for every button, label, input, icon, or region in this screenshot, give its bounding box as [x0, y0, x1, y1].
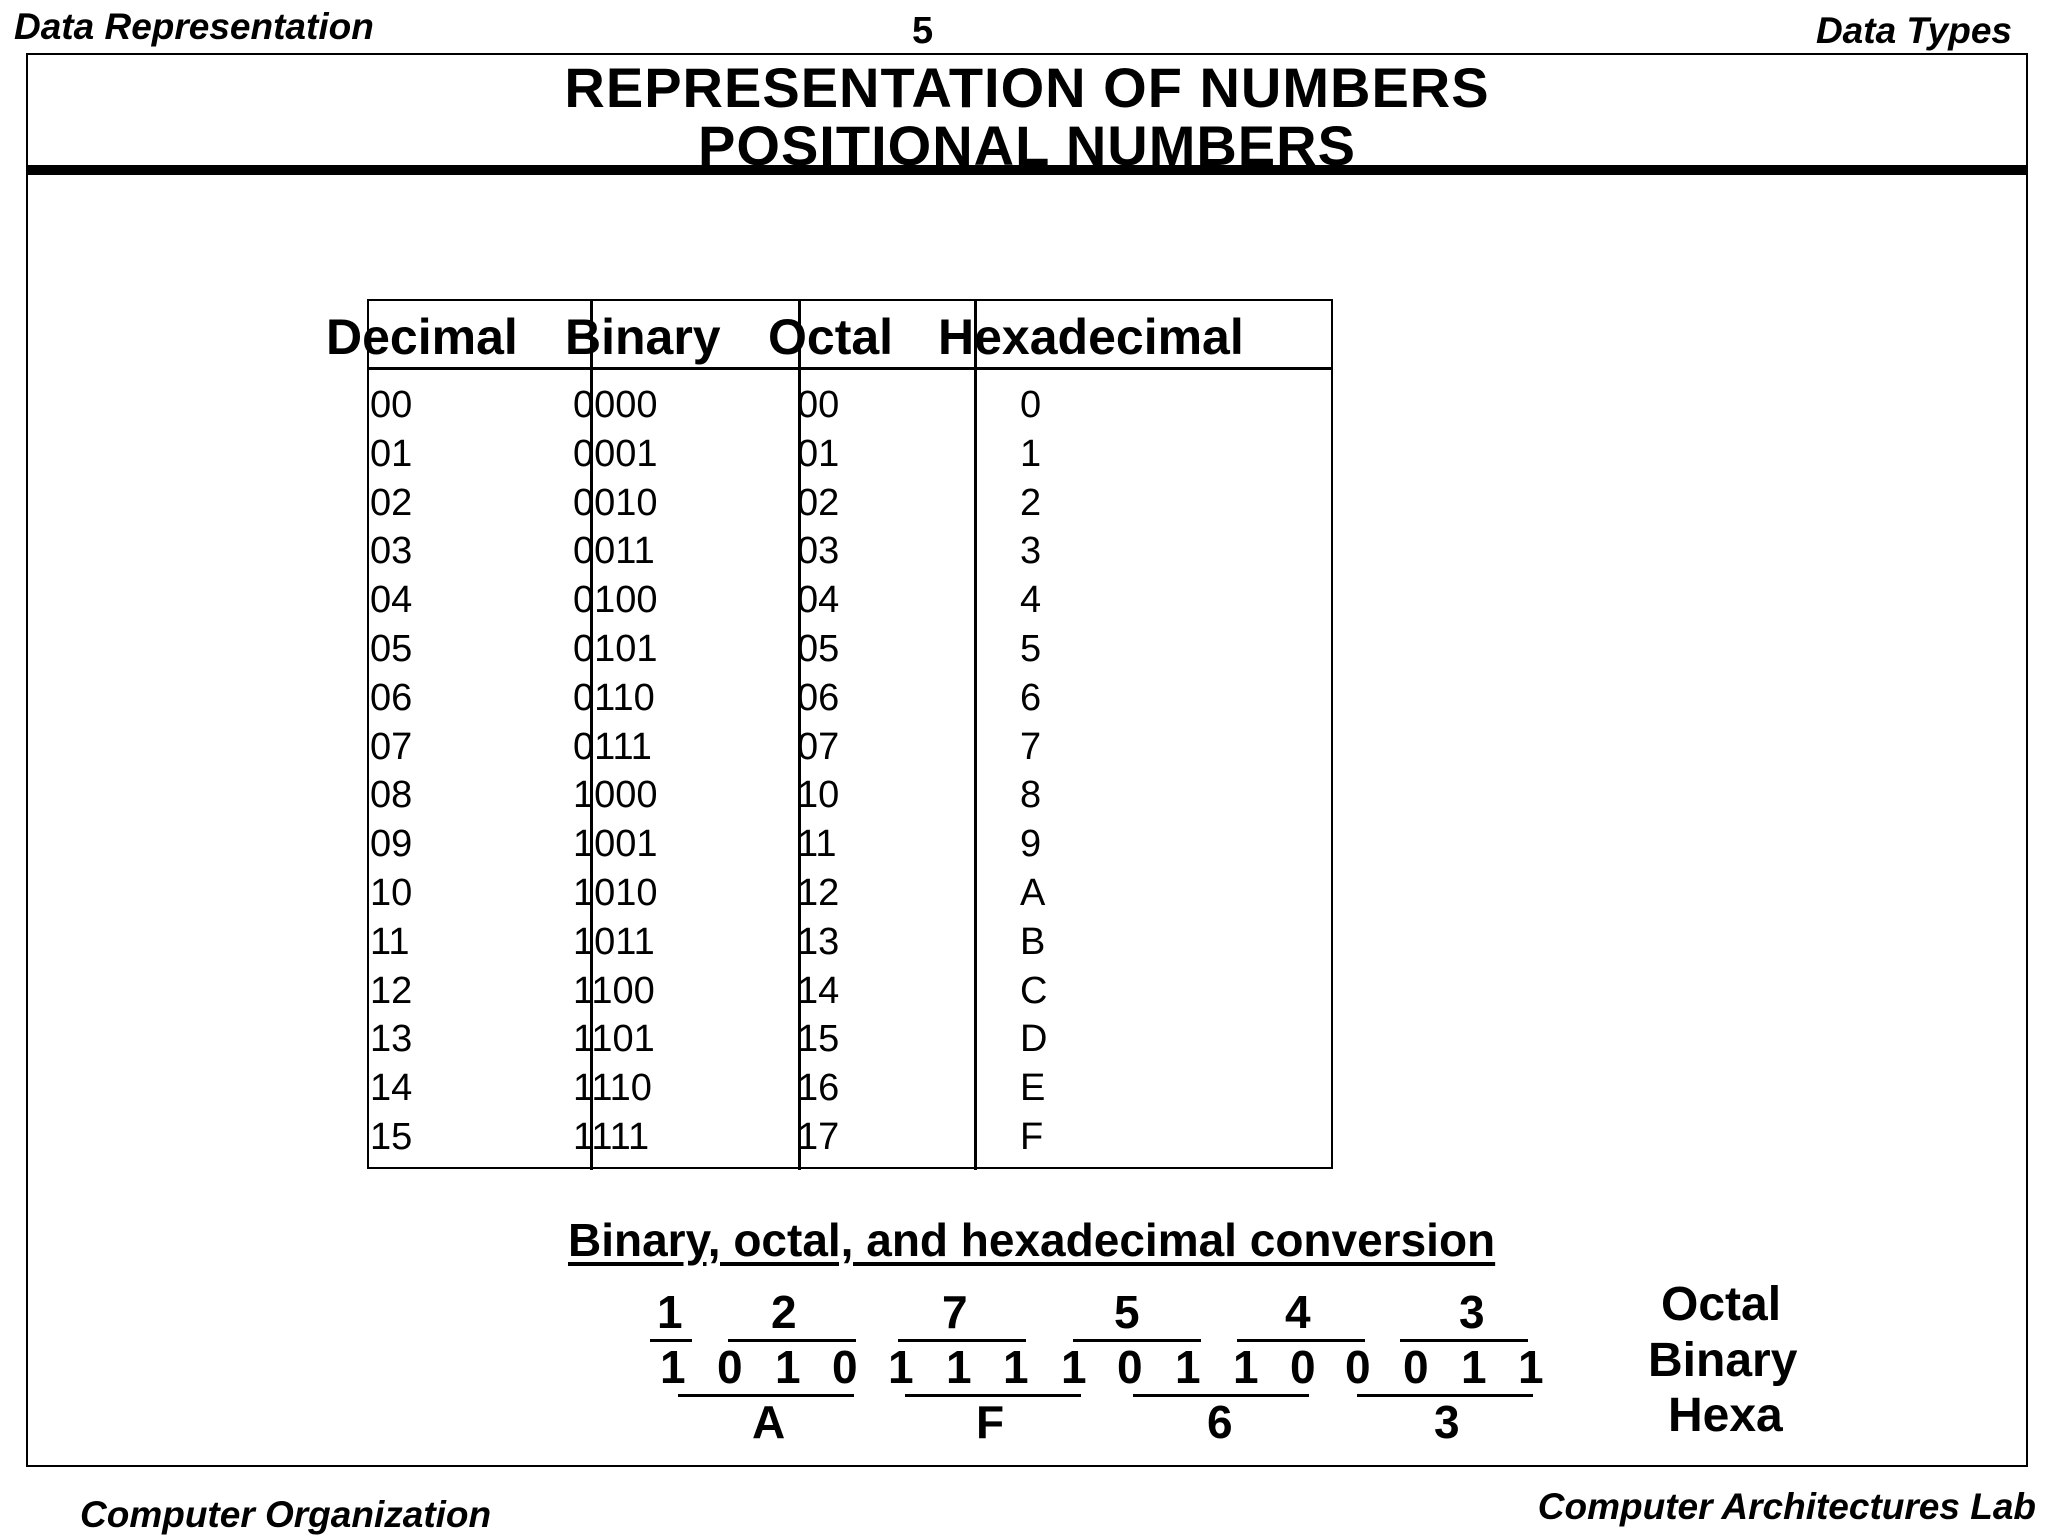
binary-bit: 1 [660, 1341, 686, 1393]
octal-digit: 5 [1114, 1286, 1140, 1338]
hexa-digit: 3 [1434, 1396, 1460, 1448]
cell-hexadecimal: C [1020, 970, 1048, 1012]
cell-octal: 10 [797, 774, 840, 816]
binary-bit: 1 [1061, 1341, 1087, 1393]
label-octal: Octal [1661, 1278, 1782, 1331]
hexa-digit: 6 [1207, 1396, 1233, 1448]
cell-hexadecimal: F [1020, 1116, 1044, 1158]
cell-hexadecimal: E [1020, 1067, 1046, 1109]
cell-decimal: 11 [370, 921, 410, 963]
column-header-decimal: Decimal [326, 309, 518, 365]
cell-decimal: 04 [370, 579, 413, 621]
cell-binary: 1010 [573, 872, 658, 914]
hexa-digit: A [752, 1396, 786, 1448]
column-header-binary: Binary [565, 309, 721, 365]
cell-hexadecimal: A [1020, 872, 1046, 914]
table-border [367, 299, 1333, 1169]
title-line-1: REPRESENTATION OF NUMBERS [564, 56, 1490, 119]
octal-digit: 2 [771, 1286, 797, 1338]
binary-bit: 1 [1461, 1341, 1487, 1393]
binary-bit: 1 [946, 1341, 972, 1393]
cell-octal: 07 [797, 726, 840, 768]
binary-bit: 1 [1233, 1341, 1259, 1393]
title-rule [26, 165, 2028, 175]
binary-bit: 0 [1290, 1341, 1316, 1393]
cell-binary: 1000 [573, 774, 658, 816]
binary-bit: 0 [832, 1341, 858, 1393]
cell-octal: 05 [797, 628, 840, 670]
cell-binary: 0011 [573, 530, 655, 572]
cell-decimal: 09 [370, 823, 413, 865]
cell-hexadecimal: 4 [1020, 579, 1042, 621]
cell-hexadecimal: B [1020, 921, 1046, 963]
cell-hexadecimal: 0 [1020, 384, 1042, 426]
column-header-hexadecimal: Hexadecimal [938, 309, 1244, 365]
cell-octal: 17 [797, 1116, 840, 1158]
title-line-2: POSITIONAL NUMBERS [698, 114, 1356, 165]
cell-hexadecimal: 5 [1020, 628, 1042, 670]
cell-hexadecimal: 1 [1020, 433, 1042, 475]
cell-binary: 0000 [573, 384, 658, 426]
cell-hexadecimal: 6 [1020, 677, 1042, 719]
cell-octal: 03 [797, 530, 840, 572]
cell-octal: 12 [797, 872, 840, 914]
cell-binary: 0111 [573, 726, 652, 768]
cell-decimal: 08 [370, 774, 413, 816]
octal-digit: 4 [1285, 1286, 1311, 1338]
binary-bit: 1 [1003, 1341, 1029, 1393]
column-header-octal: Octal [768, 309, 894, 365]
cell-decimal: 03 [370, 530, 413, 572]
label-hexa: Hexa [1668, 1389, 1783, 1442]
cell-hexadecimal: 3 [1020, 530, 1042, 572]
label-binary: Binary [1648, 1334, 1798, 1387]
cell-binary: 0001 [573, 433, 658, 475]
cell-hexadecimal: 8 [1020, 774, 1042, 816]
cell-octal: 16 [797, 1067, 840, 1109]
octal-digit: 1 [657, 1286, 683, 1338]
cell-binary: 1101 [573, 1018, 655, 1060]
header-left: Data Representation [14, 6, 374, 47]
cell-binary: 1110 [573, 1067, 652, 1109]
cell-hexadecimal: 9 [1020, 823, 1042, 865]
title-area [28, 55, 2026, 165]
cell-decimal: 15 [370, 1116, 413, 1158]
conversion-title: Binary, octal, and hexadecimal conversion [568, 1214, 1496, 1266]
binary-bit: 0 [1345, 1341, 1371, 1393]
cell-binary: 0110 [573, 677, 655, 719]
footer-right: Computer Architectures Lab [1537, 1486, 2036, 1527]
octal-digit: 3 [1459, 1286, 1485, 1338]
footer-left: Computer Organization [80, 1494, 492, 1535]
cell-decimal: 00 [370, 384, 413, 426]
header-right: Data Types [1815, 10, 2012, 51]
cell-octal: 14 [797, 970, 840, 1012]
cell-decimal: 12 [370, 970, 413, 1012]
cell-binary: 0010 [573, 482, 658, 524]
binary-bit: 1 [888, 1341, 914, 1393]
cell-octal: 06 [797, 677, 840, 719]
cell-hexadecimal: D [1020, 1018, 1048, 1060]
cell-decimal: 02 [370, 482, 413, 524]
cell-binary: 0100 [573, 579, 658, 621]
binary-bit: 0 [1117, 1341, 1143, 1393]
column-divider [974, 300, 977, 1170]
binary-bit: 1 [775, 1341, 801, 1393]
cell-decimal: 05 [370, 628, 413, 670]
cell-octal: 15 [797, 1018, 840, 1060]
cell-octal: 11 [797, 823, 837, 865]
cell-hexadecimal: 2 [1020, 482, 1042, 524]
cell-decimal: 06 [370, 677, 413, 719]
cell-binary: 1011 [573, 921, 655, 963]
cell-decimal: 14 [370, 1067, 413, 1109]
cell-decimal: 07 [370, 726, 413, 768]
table-header-rule [367, 367, 1333, 370]
cell-octal: 00 [797, 384, 840, 426]
cell-octal: 04 [797, 579, 840, 621]
cell-decimal: 13 [370, 1018, 413, 1060]
hexa-digit: F [976, 1396, 1005, 1448]
cell-decimal: 10 [370, 872, 413, 914]
cell-binary: 0101 [573, 628, 658, 670]
cell-binary: 1100 [573, 970, 655, 1012]
binary-bit: 0 [1403, 1341, 1429, 1393]
page-number: 5 [912, 10, 934, 52]
cell-binary: 1111 [573, 1116, 650, 1158]
octal-digit: 7 [942, 1286, 968, 1338]
cell-decimal: 01 [370, 433, 413, 475]
cell-octal: 13 [797, 921, 840, 963]
binary-bit: 0 [717, 1341, 743, 1393]
binary-bit: 1 [1175, 1341, 1201, 1393]
cell-octal: 01 [797, 433, 840, 475]
binary-bit: 1 [1518, 1341, 1544, 1393]
cell-octal: 02 [797, 482, 840, 524]
cell-binary: 1001 [573, 823, 658, 865]
cell-hexadecimal: 7 [1020, 726, 1042, 768]
